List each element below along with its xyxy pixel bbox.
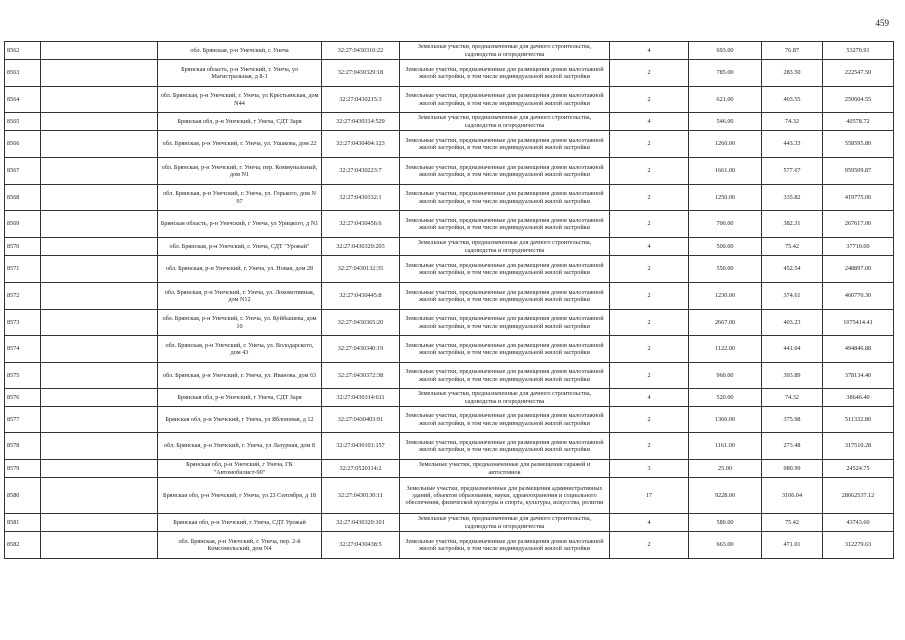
area-cell: 500.00	[689, 238, 762, 256]
cadastral-number-cell: 32:27:0430456:6	[322, 211, 400, 238]
area-cell: 546.00	[689, 113, 762, 131]
blank-cell	[41, 389, 158, 407]
row-number: 8579	[5, 460, 41, 478]
land-use-cell: Земельные участки, предназначенные для дачного строительства, садоводства и огородничества	[400, 42, 610, 60]
cadastral-number-cell: 32:27:0430365:20	[322, 310, 400, 336]
blank-cell	[41, 283, 158, 310]
land-use-cell: Земельные участки, предназначенные для размещения домов малоэтажной жилой застройки, в том числе индивидуальной жилой застройки	[400, 256, 610, 283]
land-use-cell: Земельные участки, предназначенные для размещения домов малоэтажной жилой застройки, в том числе индивидуальной жилой застройки	[400, 185, 610, 211]
area-cell: 25.00	[689, 460, 762, 478]
address-cell: обл. Брянская, р-н Унечский, г. Унеча, ул. Новая, дом 28	[158, 256, 322, 283]
row-number: 8582	[5, 532, 41, 559]
address-cell: Брянская обл, р-н Унечский, г Унеча, СДТ Заря	[158, 113, 322, 131]
cadastral-cost-cell: 1075414.41	[823, 310, 894, 336]
address-cell: обл. Брянская, р-н Унечский, г. Унеча, ул. Локомотивная, дом N12	[158, 283, 322, 310]
land-use-cell: Земельные участки, предназначенные для размещения домов малоэтажной жилой застройки, в том числе индивидуальной жилой застройки	[400, 532, 610, 559]
area-cell: 1260.00	[689, 131, 762, 158]
row-number: 8573	[5, 310, 41, 336]
cadastral-number-cell: 32:27:0430314:529	[322, 113, 400, 131]
cadastral-number-cell: 32:27:0430314:611	[322, 389, 400, 407]
area-cell: 1161.00	[689, 433, 762, 460]
cadastral-cost-cell: 317510.28	[823, 433, 894, 460]
blank-cell	[41, 407, 158, 433]
use-code-cell: 2	[610, 185, 689, 211]
row-number: 8571	[5, 256, 41, 283]
address-cell: обл. Брянская, р-н Унечский, г. Унеча, пер. Коммунальный, дом N1	[158, 158, 322, 185]
area-cell: 693.00	[689, 42, 762, 60]
table-row	[5, 532, 894, 559]
row-number: 8567	[5, 158, 41, 185]
row-number: 8575	[5, 363, 41, 389]
unit-price-cell: 441.04	[762, 336, 823, 363]
area-cell: 580.00	[689, 514, 762, 532]
cadastral-cost-cell: 494846.88	[823, 336, 894, 363]
table-row	[5, 113, 894, 131]
cadastral-cost-cell: 37710.00	[823, 238, 894, 256]
row-number: 8572	[5, 283, 41, 310]
address-cell: Брянская обл, р-н Унечский, г Унеча, ул Яблоневая, д 12	[158, 407, 322, 433]
unit-price-cell: 443.33	[762, 131, 823, 158]
use-code-cell: 4	[610, 238, 689, 256]
blank-cell	[41, 158, 158, 185]
use-code-cell: 3	[610, 460, 689, 478]
cadastral-number-cell: 32:27:0430438:5	[322, 532, 400, 559]
land-use-cell: Земельные участки, предназначенные для размещения гаражей и автостоянок	[400, 460, 610, 478]
page-number: 459	[875, 18, 889, 28]
address-cell: Брянская обл, р-н Унечский, г Унеча, ул 23 Сентября, д 18	[158, 478, 322, 514]
blank-cell	[41, 185, 158, 211]
address-cell: Брянская область, р-н Унечский, г Унеча, ул Урицкого, д N1	[158, 211, 322, 238]
land-use-cell: Земельные участки, предназначенные для дачного строительства, садоводства и огородничества	[400, 514, 610, 532]
unit-price-cell: 76.87	[762, 42, 823, 60]
use-code-cell: 4	[610, 113, 689, 131]
cadastral-cost-cell: 312279.63	[823, 532, 894, 559]
address-cell: обл. Брянская, р-н Унечский, г. Унеча, ул. Володарского, дом 43	[158, 336, 322, 363]
use-code-cell: 2	[610, 60, 689, 87]
area-cell: 960.00	[689, 363, 762, 389]
unit-price-cell: 577.67	[762, 158, 823, 185]
address-cell: обл. Брянская, р-н Унечский, г. Унеча, ул Лазурная, дом 8	[158, 433, 322, 460]
blank-cell	[41, 433, 158, 460]
address-cell: обл. Брянская, р-н Унечский, г. Унеча, пер. 2-й Комсомольский, дом N4	[158, 532, 322, 559]
use-code-cell: 2	[610, 283, 689, 310]
cadastral-number-cell: 32:27:0430403:91	[322, 407, 400, 433]
address-cell: Брянская обл, р-н Унечский, г Унеча, СДТ Заря	[158, 389, 322, 407]
cadastral-number-cell: 32:27:0430132:35	[322, 256, 400, 283]
use-code-cell: 4	[610, 389, 689, 407]
area-cell: 1661.00	[689, 158, 762, 185]
land-use-cell: Земельные участки, предназначенные для дачного строительства, садоводства и огородничества	[400, 113, 610, 131]
land-use-cell: Земельные участки, предназначенные для размещения домов малоэтажной жилой застройки, в том числе индивидуальной жилой застройки	[400, 283, 610, 310]
unit-price-cell: 980.99	[762, 460, 823, 478]
blank-cell	[41, 363, 158, 389]
land-use-cell: Земельные участки, предназначенные для размещения домов малоэтажной жилой застройки, в том числе индивидуальной жилой застройки	[400, 407, 610, 433]
area-cell: 700.00	[689, 211, 762, 238]
row-number: 8570	[5, 238, 41, 256]
blank-cell	[41, 256, 158, 283]
use-code-cell: 2	[610, 363, 689, 389]
cadastral-number-cell: 32:27:0430320:101	[322, 514, 400, 532]
table-row	[5, 60, 894, 87]
area-cell: 9228.00	[689, 478, 762, 514]
land-use-cell: Земельные участки, предназначенные для размещения домов малоэтажной жилой застройки, в том числе индивидуальной жилой застройки	[400, 131, 610, 158]
row-number: 8568	[5, 185, 41, 211]
cadastral-number-cell: 32:27:0430130:11	[322, 478, 400, 514]
table-row	[5, 42, 894, 60]
blank-cell	[41, 460, 158, 478]
cadastral-cost-cell: 24524.75	[823, 460, 894, 478]
cadastral-cost-cell: 248897.00	[823, 256, 894, 283]
table-row	[5, 256, 894, 283]
use-code-cell: 2	[610, 310, 689, 336]
unit-price-cell: 75.42	[762, 514, 823, 532]
unit-price-cell: 393.89	[762, 363, 823, 389]
land-use-cell: Земельные участки, предназначенные для размещения административных зданий, объектов образования, науки, здравоохранения и социального обеспечения, физической культуры и спорта, культуры, искусства, религии	[400, 478, 610, 514]
table-row	[5, 460, 894, 478]
cadastral-cost-cell: 267617.00	[823, 211, 894, 238]
row-number: 8565	[5, 113, 41, 131]
blank-cell	[41, 131, 158, 158]
row-number: 8564	[5, 87, 41, 113]
cadastral-cost-cell: 222547.50	[823, 60, 894, 87]
use-code-cell: 2	[610, 211, 689, 238]
blank-cell	[41, 113, 158, 131]
land-use-cell: Земельные участки, предназначенные для дачного строительства, садоводства и огородничества	[400, 389, 610, 407]
unit-price-cell: 382.31	[762, 211, 823, 238]
row-number: 8578	[5, 433, 41, 460]
address-cell: обл. Брянская, р-н Унечский, г. Унеча, ул. Куйбышева, дом 10	[158, 310, 322, 336]
land-use-cell: Земельные участки, предназначенные для размещения домов малоэтажной жилой застройки, в том числе индивидуальной жилой застройки	[400, 310, 610, 336]
blank-cell	[41, 60, 158, 87]
blank-cell	[41, 211, 158, 238]
area-cell: 1122.00	[689, 336, 762, 363]
blank-cell	[41, 238, 158, 256]
table-row	[5, 87, 894, 113]
table-row	[5, 238, 894, 256]
table-row	[5, 514, 894, 532]
unit-price-cell: 374.61	[762, 283, 823, 310]
cadastral-number-cell: 32:27:0430332:1	[322, 185, 400, 211]
use-code-cell: 2	[610, 87, 689, 113]
cadastral-cost-cell: 959509.87	[823, 158, 894, 185]
cadastral-cost-cell: 53270.91	[823, 42, 894, 60]
blank-cell	[41, 514, 158, 532]
cadastral-cost-cell: 558595.80	[823, 131, 894, 158]
cadastral-cost-cell: 43743.60	[823, 514, 894, 532]
area-cell: 1360.00	[689, 407, 762, 433]
address-cell: обл. Брянская, р-н Унечский, г. Унеча, ул. Горького, дом N 97	[158, 185, 322, 211]
unit-price-cell: 471.01	[762, 532, 823, 559]
address-cell: обл. Брянская, р-н Унечский, г. Унеча, ул. Ушакова, дом 22	[158, 131, 322, 158]
cadastral-number-cell: 32:27:0430320:203	[322, 238, 400, 256]
blank-cell	[41, 42, 158, 60]
area-cell: 663.00	[689, 532, 762, 559]
unit-price-cell: 403.23	[762, 310, 823, 336]
unit-price-cell: 403.55	[762, 87, 823, 113]
use-code-cell: 2	[610, 407, 689, 433]
cadastral-number-cell: 32:27:0430445:8	[322, 283, 400, 310]
row-number: 8576	[5, 389, 41, 407]
address-cell: обл. Брянская, р-н Унечский, г. Унеча, СДТ "Урожай"	[158, 238, 322, 256]
unit-price-cell: 273.48	[762, 433, 823, 460]
cadastral-cost-cell: 40578.72	[823, 113, 894, 131]
use-code-cell: 2	[610, 158, 689, 185]
table-row	[5, 131, 894, 158]
unit-price-cell: 74.32	[762, 113, 823, 131]
row-number: 8574	[5, 336, 41, 363]
cadastral-number-cell: 32:27:0520114:2	[322, 460, 400, 478]
cadastral-number-cell: 32:27:0430329:18	[322, 60, 400, 87]
land-use-cell: Земельные участки, предназначенные для размещения домов малоэтажной жилой застройки, в том числе индивидуальной жилой застройки	[400, 433, 610, 460]
address-cell: обл. Брянская, р-н Унечский, г. Унеча, ул. Иванова, дом 63	[158, 363, 322, 389]
cadastral-number-cell: 32:27:0430215:3	[322, 87, 400, 113]
unit-price-cell: 452.54	[762, 256, 823, 283]
address-cell: Брянская обл, р-н Унечский, г Унеча, ГК "Автомобилист-90"	[158, 460, 322, 478]
land-use-cell: Земельные участки, предназначенные для размещения домов малоэтажной жилой застройки, в том числе индивидуальной жилой застройки	[400, 211, 610, 238]
cadastral-number-cell: 32:27:0430101:157	[322, 433, 400, 460]
blank-cell	[41, 478, 158, 514]
address-cell: Брянская обл, р-н Унечский, г Унеча, СДТ Урожай	[158, 514, 322, 532]
use-code-cell: 2	[610, 131, 689, 158]
cadastral-cost-cell: 419775.00	[823, 185, 894, 211]
table-row	[5, 389, 894, 407]
cadastral-cost-cell: 511332.80	[823, 407, 894, 433]
blank-cell	[41, 532, 158, 559]
area-cell: 1230.00	[689, 283, 762, 310]
land-use-cell: Земельные участки, предназначенные для размещения домов малоэтажной жилой застройки, в том числе индивидуальной жилой застройки	[400, 363, 610, 389]
table-row	[5, 407, 894, 433]
blank-cell	[41, 87, 158, 113]
cadastral-cost-cell: 460770.30	[823, 283, 894, 310]
cadastral-cost-cell: 250604.55	[823, 87, 894, 113]
use-code-cell: 2	[610, 256, 689, 283]
cadastral-number-cell: 32:27:0430310:22	[322, 42, 400, 60]
unit-price-cell: 74.32	[762, 389, 823, 407]
address-cell: обл. Брянская, р-н Унечский, г. Унеча, ул Крестьянская, дом N44	[158, 87, 322, 113]
use-code-cell: 4	[610, 42, 689, 60]
row-number: 8562	[5, 42, 41, 60]
table-row	[5, 211, 894, 238]
area-cell: 2667.00	[689, 310, 762, 336]
cadastral-number-cell: 32:27:0430404:123	[322, 131, 400, 158]
unit-price-cell: 375.98	[762, 407, 823, 433]
cadastral-number-cell: 32:27:0430223:7	[322, 158, 400, 185]
address-cell: обл. Брянская, р-н Унечский, г. Унеча	[158, 42, 322, 60]
row-number: 8566	[5, 131, 41, 158]
land-use-cell: Земельные участки, предназначенные для дачного строительства, садоводства и огородничества	[400, 238, 610, 256]
unit-price-cell: 3106.04	[762, 478, 823, 514]
unit-price-cell: 283.50	[762, 60, 823, 87]
land-use-cell: Земельные участки, предназначенные для размещения домов малоэтажной жилой застройки, в том числе индивидуальной жилой застройки	[400, 336, 610, 363]
table-body	[5, 42, 894, 559]
table-row	[5, 310, 894, 336]
table-row	[5, 185, 894, 211]
use-code-cell: 4	[610, 514, 689, 532]
row-number: 8563	[5, 60, 41, 87]
table-row	[5, 363, 894, 389]
land-registry-table	[4, 41, 894, 559]
row-number: 8569	[5, 211, 41, 238]
table-row	[5, 158, 894, 185]
table-row	[5, 433, 894, 460]
area-cell: 621.00	[689, 87, 762, 113]
area-cell: 1250.00	[689, 185, 762, 211]
blank-cell	[41, 336, 158, 363]
land-use-cell: Земельные участки, предназначенные для размещения домов малоэтажной жилой застройки, в том числе индивидуальной жилой застройки	[400, 60, 610, 87]
row-number: 8581	[5, 514, 41, 532]
table-row	[5, 336, 894, 363]
blank-cell	[41, 310, 158, 336]
use-code-cell: 17	[610, 478, 689, 514]
use-code-cell: 2	[610, 433, 689, 460]
cadastral-number-cell: 32:27:0430340:19	[322, 336, 400, 363]
table-row	[5, 283, 894, 310]
cadastral-number-cell: 32:27:0430372:38	[322, 363, 400, 389]
use-code-cell: 2	[610, 532, 689, 559]
area-cell: 550.00	[689, 256, 762, 283]
row-number: 8577	[5, 407, 41, 433]
land-use-cell: Земельные участки, предназначенные для размещения домов малоэтажной жилой застройки, в том числе индивидуальной жилой застройки	[400, 158, 610, 185]
area-cell: 520.00	[689, 389, 762, 407]
address-cell: Брянская область, р-н Унечский, г. Унеча, ул Магистральная, д 8-1	[158, 60, 322, 87]
unit-price-cell: 75.42	[762, 238, 823, 256]
unit-price-cell: 335.82	[762, 185, 823, 211]
table-row	[5, 478, 894, 514]
area-cell: 785.00	[689, 60, 762, 87]
cadastral-cost-cell: 28662537.12	[823, 478, 894, 514]
use-code-cell: 2	[610, 336, 689, 363]
cadastral-cost-cell: 378134.40	[823, 363, 894, 389]
row-number: 8580	[5, 478, 41, 514]
cadastral-cost-cell: 38646.40	[823, 389, 894, 407]
land-use-cell: Земельные участки, предназначенные для размещения домов малоэтажной жилой застройки, в том числе индивидуальной жилой застройки	[400, 87, 610, 113]
